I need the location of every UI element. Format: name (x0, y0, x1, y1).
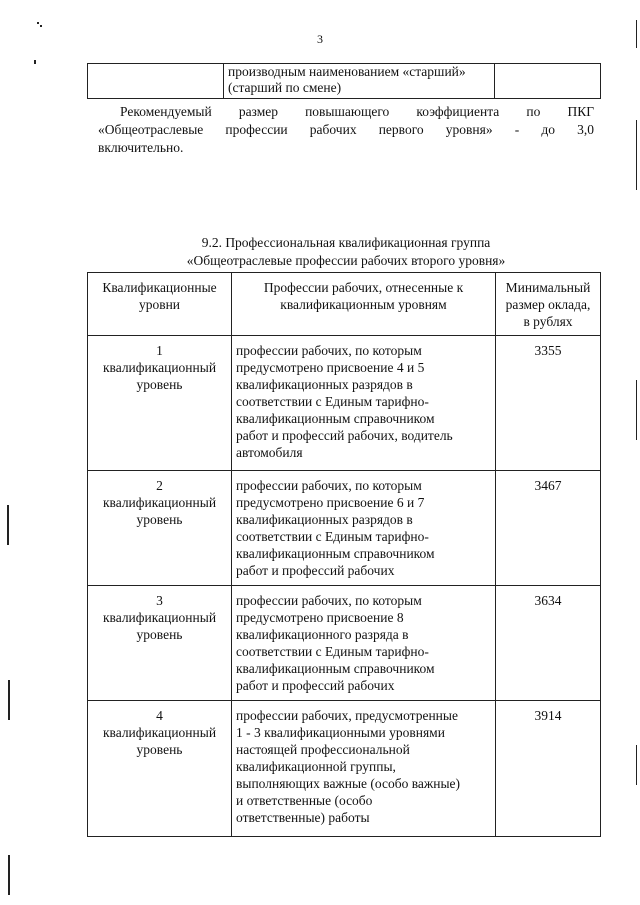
description-line: настоящей профессиональной (236, 742, 410, 757)
header-line: Профессии рабочих, отнесенные к (263, 280, 464, 295)
scan-mark (8, 855, 10, 895)
table-header-row (88, 273, 601, 336)
level-cell (88, 586, 232, 701)
section-title-line: «Общеотраслевые профессии рабочих второго уровня» (186, 253, 506, 268)
description-line: квалификационным справочником (236, 661, 435, 676)
description-line: ответственные) работы (236, 810, 370, 825)
description-line: профессии рабочих, по которым (236, 343, 422, 358)
description-line: работ и профессий рабочих (236, 678, 395, 693)
recommendation-paragraph (98, 103, 594, 157)
section-title (98, 234, 594, 270)
description-cell (232, 586, 496, 701)
description-cell (232, 336, 496, 471)
header-salary (496, 273, 601, 336)
level-number: 1 (156, 343, 163, 358)
header-levels (88, 273, 232, 336)
scan-mark (8, 680, 10, 720)
table-row (88, 586, 601, 701)
level-line: уровень (136, 627, 183, 642)
paragraph-line: Рекомендуемый размер повышающего коэффициента по ПКГ (120, 104, 594, 119)
salary-cell: 3914 (496, 701, 601, 837)
table-cell (88, 64, 224, 99)
description-line: профессии рабочих, по которым (236, 478, 422, 493)
description-cell (232, 471, 496, 586)
scan-mark (636, 20, 637, 48)
description-line: работ и профессий рабочих, водитель (236, 428, 453, 443)
header-professions (232, 273, 496, 336)
description-line: предусмотрено присвоение 6 и 7 (236, 495, 425, 510)
salary-cell: 3467 (496, 471, 601, 586)
header-line: в рублях (523, 314, 573, 329)
level-line: квалификационный (102, 610, 217, 625)
level-line: уровень (136, 377, 183, 392)
scan-mark (37, 22, 39, 24)
table-cell (224, 64, 495, 99)
level-number: 3 (156, 593, 163, 608)
description-line: профессии рабочих, по которым (236, 593, 422, 608)
level-line: квалификационный (102, 360, 217, 375)
table-row (88, 336, 601, 471)
description-cell (232, 701, 496, 837)
salary-cell: 3634 (496, 586, 601, 701)
level-line: квалификационный (102, 495, 217, 510)
section-title-line: 9.2. Профессиональная квалификационная группа (201, 235, 491, 250)
level-line: уровень (136, 742, 183, 757)
table-row (88, 701, 601, 837)
description-line: соответствии с Единым тарифно- (236, 394, 429, 409)
description-line: квалификационным справочником (236, 546, 435, 561)
salary-cell: 3355 (496, 336, 601, 471)
table-cell (495, 64, 601, 99)
paragraph-line: «Общеотраслевые профессии рабочих первого уровня» - до 3,0 (98, 122, 594, 137)
scan-mark (7, 505, 9, 545)
description-line: автомобиля (236, 445, 303, 460)
header-line: квалификационным уровням (280, 297, 447, 312)
scan-mark (636, 745, 637, 785)
description-line: предусмотрено присвоение 4 и 5 (236, 360, 425, 375)
level-number: 4 (156, 708, 163, 723)
scan-mark (40, 25, 42, 27)
header-line: размер оклада, (505, 297, 591, 312)
header-line: Минимальный (505, 280, 591, 295)
header-line: Квалификационные (102, 280, 217, 295)
description-line: предусмотрено присвоение 8 (236, 610, 404, 625)
header-line: уровни (138, 297, 181, 312)
scan-mark (34, 60, 36, 64)
level-line: квалификационный (102, 725, 217, 740)
table-row (88, 64, 601, 99)
level-cell (88, 336, 232, 471)
cell-line: производным наименованием «старший» (228, 64, 466, 79)
scan-mark (636, 120, 637, 190)
description-line: 1 - 3 квалификационными уровнями (236, 725, 445, 740)
description-line: соответствии с Единым тарифно- (236, 529, 429, 544)
description-line: квалификационной группы, (236, 759, 396, 774)
cell-line: (старший по смене) (228, 80, 342, 95)
description-line: квалификационных разрядов в (236, 512, 413, 527)
description-line: выполняющих важные (особо важные) (236, 776, 461, 791)
level-number: 2 (156, 478, 163, 493)
scan-mark (636, 380, 637, 440)
level-line: уровень (136, 512, 183, 527)
description-line: квалификационного разряда в (236, 627, 409, 642)
page-number: 3 (317, 32, 323, 46)
description-line: работ и профессий рабочих (236, 563, 395, 578)
table-row (88, 471, 601, 586)
level-cell (88, 701, 232, 837)
qualification-table (87, 272, 601, 837)
level-cell (88, 471, 232, 586)
paragraph-line: включительно. (98, 140, 184, 155)
description-line: квалификационных разрядов в (236, 377, 413, 392)
description-line: профессии рабочих, предусмотренные (236, 708, 458, 723)
description-line: и ответственные (особо (236, 793, 373, 808)
continuation-table (87, 63, 601, 99)
description-line: квалификационным справочником (236, 411, 435, 426)
description-line: соответствии с Единым тарифно- (236, 644, 429, 659)
